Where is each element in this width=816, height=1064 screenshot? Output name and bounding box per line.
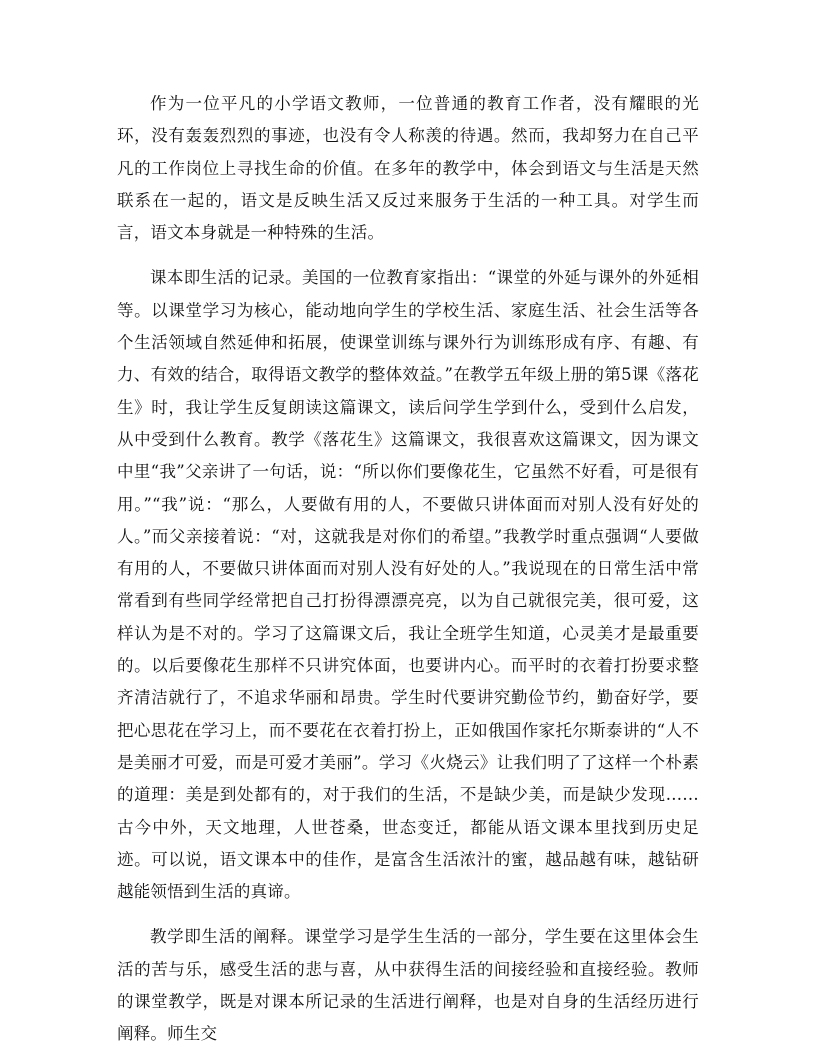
document-page — [117, 88, 699, 1064]
paragraph-intro: 作为一位平凡的小学语文教师，一位普通的教育工作者，没有耀眼的光环，没有轰轰烈烈的事迹，也没有令人称羡的待遇。然而，我却努力在自己平凡的工作岗位上寻找生命的价值。在多年的教学中，体会到语文与生活是天然联系在一起的，语文是反映生活又反过来服务于生活的一种工具。对学生而言，语文本身就是一种特殊的生活。 — [117, 94, 699, 243]
paragraph-textbook-life: 课本即生活的记录。美国的一位教育家指出：“课堂的外延与课外的外延相等。以课堂学习为核心，能动地向学生的学校生活、家庭生活、社会生活等各个生活领域自然延伸和拓展，使课堂训练与课外行为训练形成有序、有趣、有力、有效的结合，取得语文教学的整体效益。”在教学五年级上册的第5课《落花生》时，我让学生反复朗读这篇课文，读后问学生学到什么，受到什么启发，从中受到什么教育。教学《落花生》这篇课文，我很喜欢这篇课文，因为课文中里“我”父亲讲了一句话，说：“所以你们要像花生，它虽然不好看，可是很有用。”“我”说：“那么，人要做有用的人，不要做只讲体面而对别人没有好处的人。”而父亲接着说：“对，这就我是对你们的希望。”我教学时重点强调“人要做有用的人，不要做只讲体面而对别人没有好处的人。”我说现在的日常生活中常常看到有些同学经常把自己打扮得漂漂亮亮，以为自己就很完美，很可爱，这样认为是不对的。学习了这篇课文后，我让全班学生知道，心灵美才是最重要的。以后要像花生那样不只讲究体面，也要讲内心。而平时的衣着打扮要求整齐清洁就行了，不追求华丽和昂贵。学生时代要讲究勤俭节约，勤奋好学，要把心思花在学习上，而不要花在衣着打扮上，正如俄国作家托尔斯泰讲的“人不是美丽才可爱，而是可爱才美丽”。学习《火烧云》让我们明了了这样一个朴素的道理：美是到处都有的，对于我们的生活，不是缺少美，而是缺少发现……古今中外，天文地理，人世苍桑，世态变迁，都能从语文课本里找到历史足迹。可以说，语文课本中的佳作，是富含生活浓汁的蜜，越品越有味，越钻研越能领悟到生活的真谛。 — [117, 268, 699, 902]
paragraph-teaching-life: 教学即生活的阐释。课堂学习是学生生活的一部分，学生要在这里体会生活的苦与乐，感受生活的悲与喜，从中获得生活的间接经验和直接经验。教师的课堂教学，既是对课本所记录的生活进行阐释，也是对自身的生活经历进行阐释。师生交 — [117, 927, 699, 1044]
